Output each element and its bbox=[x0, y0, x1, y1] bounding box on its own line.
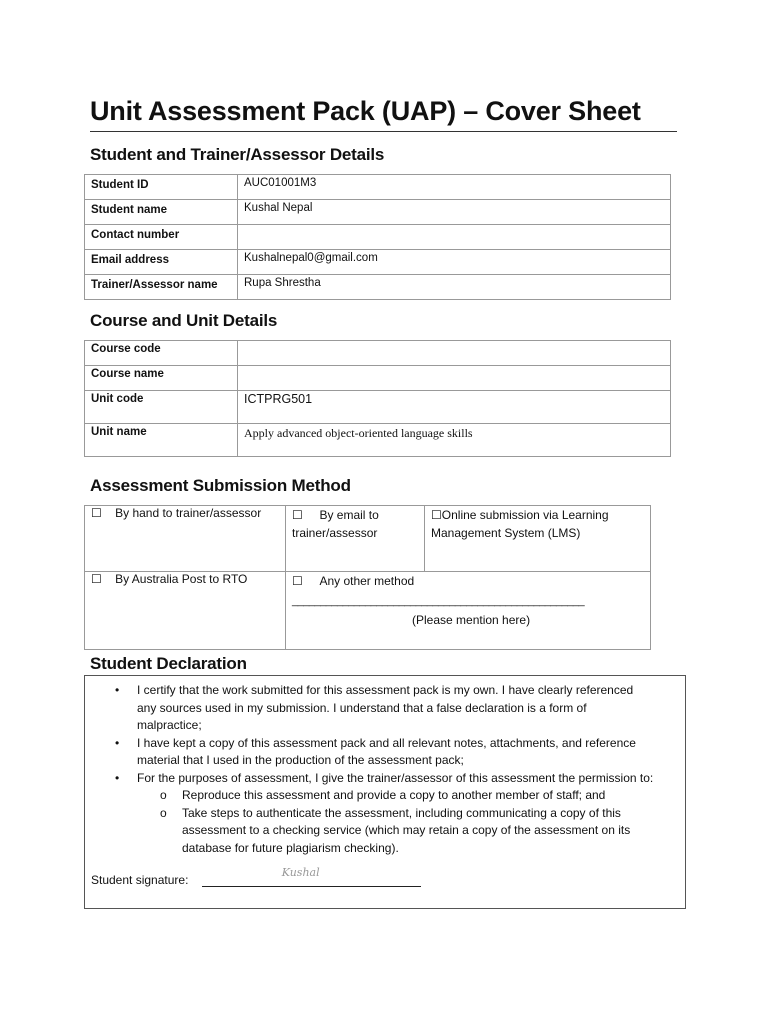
declaration-line: malpractice; bbox=[137, 718, 202, 732]
table-row bbox=[85, 175, 671, 200]
signature-row bbox=[91, 866, 421, 887]
list-item bbox=[115, 735, 677, 770]
by-email-label-line2: trainer/assessor bbox=[292, 526, 378, 540]
student-id-label: Student ID bbox=[85, 175, 238, 200]
declaration-line: For the purposes of assessment, I give the trainer/assessor of this assessment the permission to: bbox=[137, 770, 654, 785]
list-item bbox=[160, 805, 677, 858]
unit-code-label: Unit code bbox=[85, 391, 238, 424]
bullet-icon: • bbox=[115, 683, 120, 697]
course-name-label: Course name bbox=[85, 366, 238, 391]
sub-bullet-icon: o bbox=[160, 805, 167, 820]
by-hand-label: By hand to trainer/assessor bbox=[115, 506, 262, 520]
table-row bbox=[85, 200, 671, 225]
list-item bbox=[115, 682, 677, 735]
table-row bbox=[85, 506, 651, 572]
course-details-table bbox=[84, 340, 671, 457]
checkbox-icon[interactable]: ☐ bbox=[292, 508, 303, 522]
other-method-option[interactable] bbox=[286, 572, 651, 650]
checkbox-icon[interactable]: ☐ bbox=[431, 508, 442, 522]
by-email-option[interactable] bbox=[286, 506, 425, 572]
table-row bbox=[85, 341, 671, 366]
by-post-label: By Australia Post to RTO bbox=[115, 572, 248, 586]
declaration-list bbox=[115, 682, 677, 857]
course-code-label: Course code bbox=[85, 341, 238, 366]
by-email-label-line1: By email to bbox=[319, 508, 379, 522]
trainer-name-value[interactable]: Rupa Shrestha bbox=[238, 275, 671, 300]
other-method-blank[interactable]: ____________________________________________________ bbox=[292, 595, 585, 607]
table-row bbox=[85, 250, 671, 275]
checkbox-icon[interactable]: ☐ bbox=[91, 572, 102, 586]
email-address-value[interactable]: Kushalnepal0@gmail.com bbox=[238, 250, 671, 275]
list-item bbox=[115, 770, 677, 788]
table-row bbox=[85, 572, 651, 650]
submission-method-table bbox=[84, 505, 651, 650]
course-code-value[interactable] bbox=[238, 341, 671, 366]
other-method-label: Any other method bbox=[319, 574, 415, 588]
declaration-line: I have kept a copy of this assessment pack and all relevant notes, attachments, and reference bbox=[137, 735, 636, 750]
student-name-label: Student name bbox=[85, 200, 238, 225]
declaration-line: Reproduce this assessment and provide a copy to another member of staff; and bbox=[182, 788, 606, 802]
table-row bbox=[85, 275, 671, 300]
submission-method-heading: Assessment Submission Method bbox=[90, 476, 351, 495]
declaration-line: material that I used in the production of the assessment pack; bbox=[137, 753, 464, 767]
checkbox-icon[interactable]: ☐ bbox=[91, 506, 102, 520]
unit-name-value[interactable]: Apply advanced object-oriented language skills bbox=[238, 424, 671, 457]
student-id-value[interactable]: AUC01001M3 bbox=[238, 175, 671, 200]
course-name-value[interactable] bbox=[238, 366, 671, 391]
unit-name-label: Unit name bbox=[85, 424, 238, 457]
email-address-label: Email address bbox=[85, 250, 238, 275]
declaration-line: I certify that the work submitted for this assessment pack is my own. I have clearly referenced bbox=[137, 683, 634, 697]
student-name-value[interactable]: Kushal Nepal bbox=[238, 200, 671, 225]
title-rule bbox=[90, 131, 677, 132]
unit-code-value[interactable]: ICTPRG501 bbox=[238, 391, 671, 424]
by-post-option[interactable] bbox=[85, 572, 286, 650]
trainer-name-label: Trainer/Assessor name bbox=[85, 275, 238, 300]
other-method-hint: (Please mention here) bbox=[412, 613, 531, 627]
declaration-line: any sources used in my submission. I understand that a false declaration is a form of bbox=[137, 700, 587, 715]
page-title: Unit Assessment Pack (UAP) – Cover Sheet bbox=[90, 96, 641, 126]
course-details-heading: Course and Unit Details bbox=[90, 311, 278, 330]
student-declaration-heading: Student Declaration bbox=[90, 654, 247, 673]
signature-text: Kushal bbox=[281, 866, 320, 879]
checkbox-icon[interactable]: ☐ bbox=[292, 574, 303, 588]
table-row bbox=[85, 391, 671, 424]
online-label-line1: Online submission via Learning bbox=[441, 508, 609, 522]
sub-bullet-icon: o bbox=[160, 788, 167, 802]
table-row bbox=[85, 225, 671, 250]
table-row bbox=[85, 366, 671, 391]
online-label-line2: Management System (LMS) bbox=[431, 526, 581, 540]
online-option[interactable] bbox=[425, 506, 651, 572]
contact-number-label: Contact number bbox=[85, 225, 238, 250]
signature-field[interactable] bbox=[202, 866, 421, 887]
by-hand-option[interactable] bbox=[85, 506, 286, 572]
list-item bbox=[160, 787, 677, 805]
declaration-line: assessment to a checking service (which may retain a copy of the assessment on its bbox=[182, 823, 631, 837]
bullet-icon: • bbox=[115, 770, 120, 785]
contact-number-value[interactable] bbox=[238, 225, 671, 250]
student-details-heading: Student and Trainer/Assessor Details bbox=[90, 145, 385, 164]
declaration-box bbox=[84, 675, 686, 909]
bullet-icon: • bbox=[115, 735, 120, 750]
declaration-line: Take steps to authenticate the assessment, including communicating a copy of this bbox=[182, 805, 621, 820]
student-details-table bbox=[84, 174, 671, 300]
declaration-line: database for future plagiarism checking). bbox=[182, 840, 399, 855]
table-row bbox=[85, 424, 671, 457]
signature-label: Student signature: bbox=[91, 873, 189, 887]
